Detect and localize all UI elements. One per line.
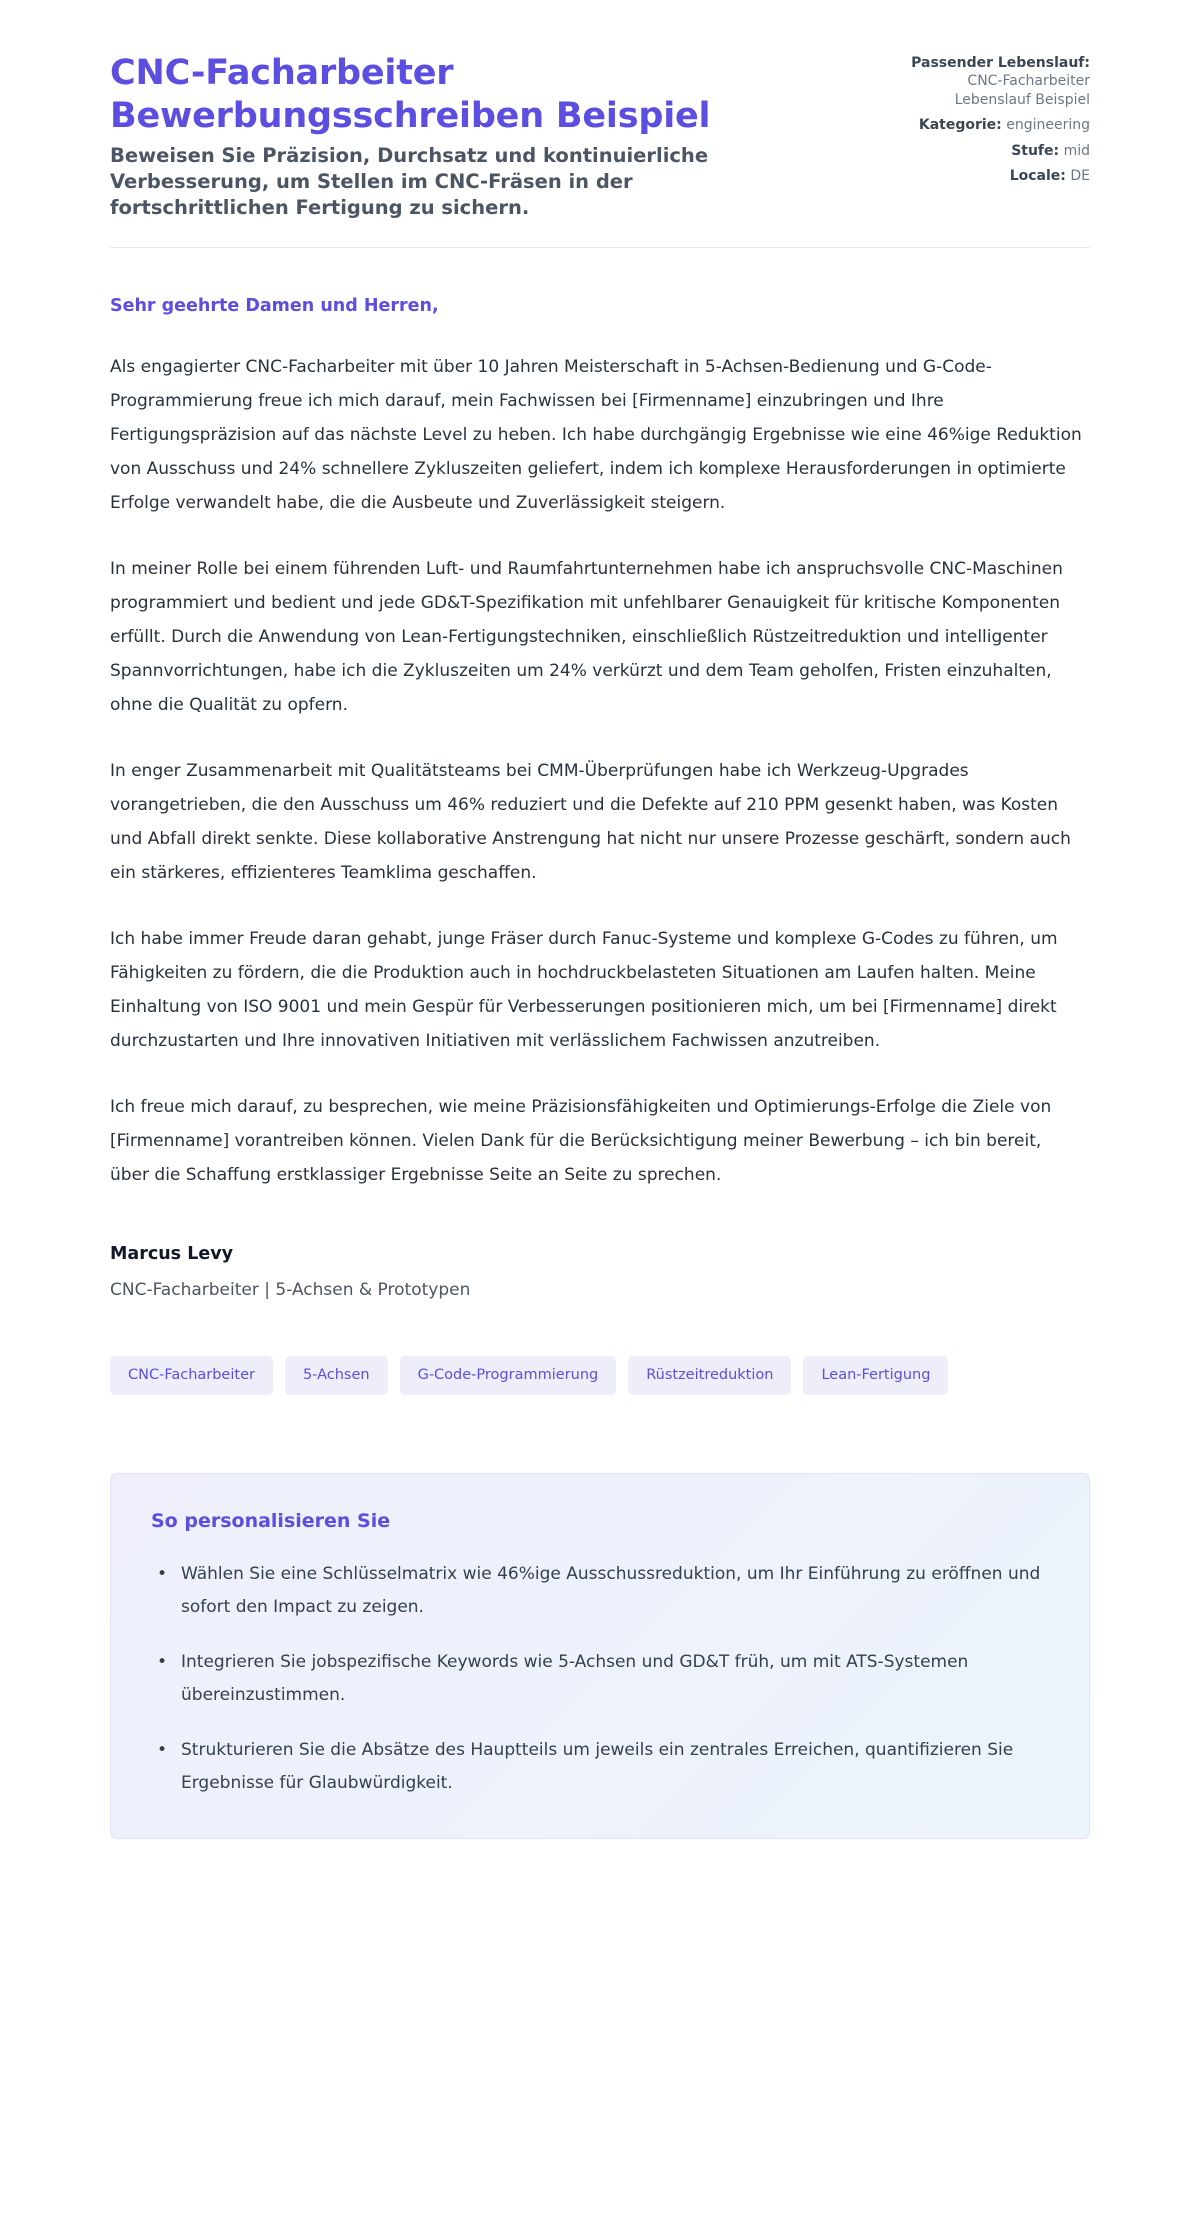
tag-pill[interactable]: Rüstzeitreduktion [628, 1356, 791, 1395]
signature-name: Marcus Levy [110, 1244, 234, 1265]
page-title: CNC-Facharbeiter Bewerbungsschreiben Beispiel [110, 53, 711, 136]
header-metadata [910, 52, 1090, 186]
list-item: • Strukturieren Sie die Absätze des Hauptteils um jeweils ein zentrales Erreichen, quantifizieren Sie Ergebnisse für Glaubwürdigkeit. [151, 1734, 1049, 1800]
tag-pill[interactable]: Lean-Fertigung [803, 1356, 948, 1395]
signature-role: CNC-Facharbeiter | 5-Achsen & Prototypen [110, 1280, 471, 1301]
tag-list [110, 1356, 1090, 1395]
personalization-tips-list [151, 1558, 1049, 1801]
header-title-block [110, 52, 810, 221]
meta-category-value: engineering [1006, 117, 1090, 134]
signature-block [110, 1244, 1090, 1300]
letter-paragraph: In meiner Rolle bei einem führenden Luft- und Raumfahrtunternehmen habe ich anspruchsvolle CNC-Maschinen programmiert und bedient und jede GD&T-Spezifikation mit unfehlbarer Genauigkeit für kritische Komponenten erfüllt. Durch die Anwendung von Lean-Fertigungstechniken, einschließlich Rüstzeitreduktion und intelligenter Spannvorrichtungen, habe ich die Zykluszeiten um 24% verkürzt und dem Team geholfen, Fristen einzuhalten, ohne die Qualität zu opfern. [110, 559, 1063, 716]
meta-level-label: Stufe: [1011, 142, 1060, 159]
list-item: • Wählen Sie eine Schlüsselmatrix wie 46%ige Ausschussreduktion, um Ihr Einführung zu eröffnen und sofort den Impact zu zeigen. [151, 1558, 1049, 1624]
page-subtitle: Beweisen Sie Präzision, Durchsatz und kontinuierliche Verbesserung, um Stellen im CNC-Fräsen in der fortschrittlichen Fertigung zu sichern. [110, 144, 709, 220]
list-item: • Integrieren Sie jobspezifische Keywords wie 5-Achsen und GD&T früh, um mit ATS-Systemen übereinzustimmen. [151, 1646, 1049, 1712]
meta-category-label: Kategorie: [918, 117, 1002, 134]
meta-locale [910, 167, 1090, 185]
personalization-tips-panel [110, 1473, 1090, 1840]
meta-locale-label: Locale: [1009, 168, 1066, 185]
meta-locale-value: DE [1070, 168, 1090, 185]
tag-pill[interactable]: G-Code-Programmierung [400, 1356, 617, 1395]
tag-pill[interactable]: CNC-Facharbeiter [110, 1356, 273, 1395]
meta-level-value: mid [1063, 142, 1090, 159]
personalization-tips-title: So personalisieren Sie [151, 1509, 391, 1532]
meta-category [910, 116, 1090, 134]
page-header [110, 52, 1090, 247]
meta-matching-resume-label: Passender Lebenslauf: [911, 55, 1090, 71]
letter-paragraph: In enger Zusammenarbeit mit Qualitätsteams bei CMM-Überprüfungen habe ich Werkzeug-Upgrades vorangetrieben, die den Ausschuss um 46% reduziert und die Defekte auf 210 PPM gesenkt haben, was Kosten und Abfall direkt senkte. Diese kollaborative Anstrengung hat nicht nur unsere Prozesse geschärft, sondern auch ein stärkeres, effizienteres Teamklima geschaffen. [110, 761, 1071, 884]
meta-level [910, 142, 1090, 160]
letter-paragraph: Ich habe immer Freude daran gehabt, junge Fräser durch Fanuc-Systeme und komplexe G-Codes zu führen, um Fähigkeiten zu fördern, die die Produktion auch in hochdruckbelasteten Situationen am Laufen halten. Meine Einhaltung von ISO 9001 und mein Gespür für Verbesserungen positionieren mich, um bei [Firmenname] direkt durchzustarten und Ihre innovativen Initiativen mit verlässlichem Fachwissen anzutreiben. [110, 929, 1058, 1052]
meta-matching-resume-value: CNC-Facharbeiter Lebenslauf Beispiel [954, 73, 1090, 108]
letter-paragraph: Als engagierter CNC-Facharbeiter mit über 10 Jahren Meisterschaft in 5-Achsen-Bedienung und G-Code-Programmierung freue ich mich darauf, mein Fachwissen bei [Firmenname] einzubringen und Ihre Fertigungspräzision auf das nächste Level zu heben. Ich habe durchgängig Ergebnisse wie eine 46%ige Reduktion von Ausschuss und 24% schnellere Zykluszeiten geliefert, indem ich komplexe Herausforderungen in optimierte Erfolge verwandelt habe, die die Ausbeute und Zuverlässigkeit steigern. [110, 357, 1082, 514]
header-divider [110, 247, 1090, 248]
tag-pill[interactable]: 5-Achsen [285, 1356, 388, 1395]
letter-salutation: Sehr geehrte Damen und Herren, [110, 296, 439, 317]
letter-paragraph: Ich freue mich darauf, zu besprechen, wie meine Präzisionsfähigkeiten und Optimierungs-Erfolge die Ziele von [Firmenname] vorantreiben können. Vielen Dank für die Berücksichtigung meiner Bewerbung – ich bin bereit, über die Schaffung erstklassiger Ergebnisse Seite an Seite zu sprechen. [110, 1097, 1052, 1186]
meta-matching-resume [910, 54, 1090, 109]
cover-letter-body [110, 296, 1090, 1192]
